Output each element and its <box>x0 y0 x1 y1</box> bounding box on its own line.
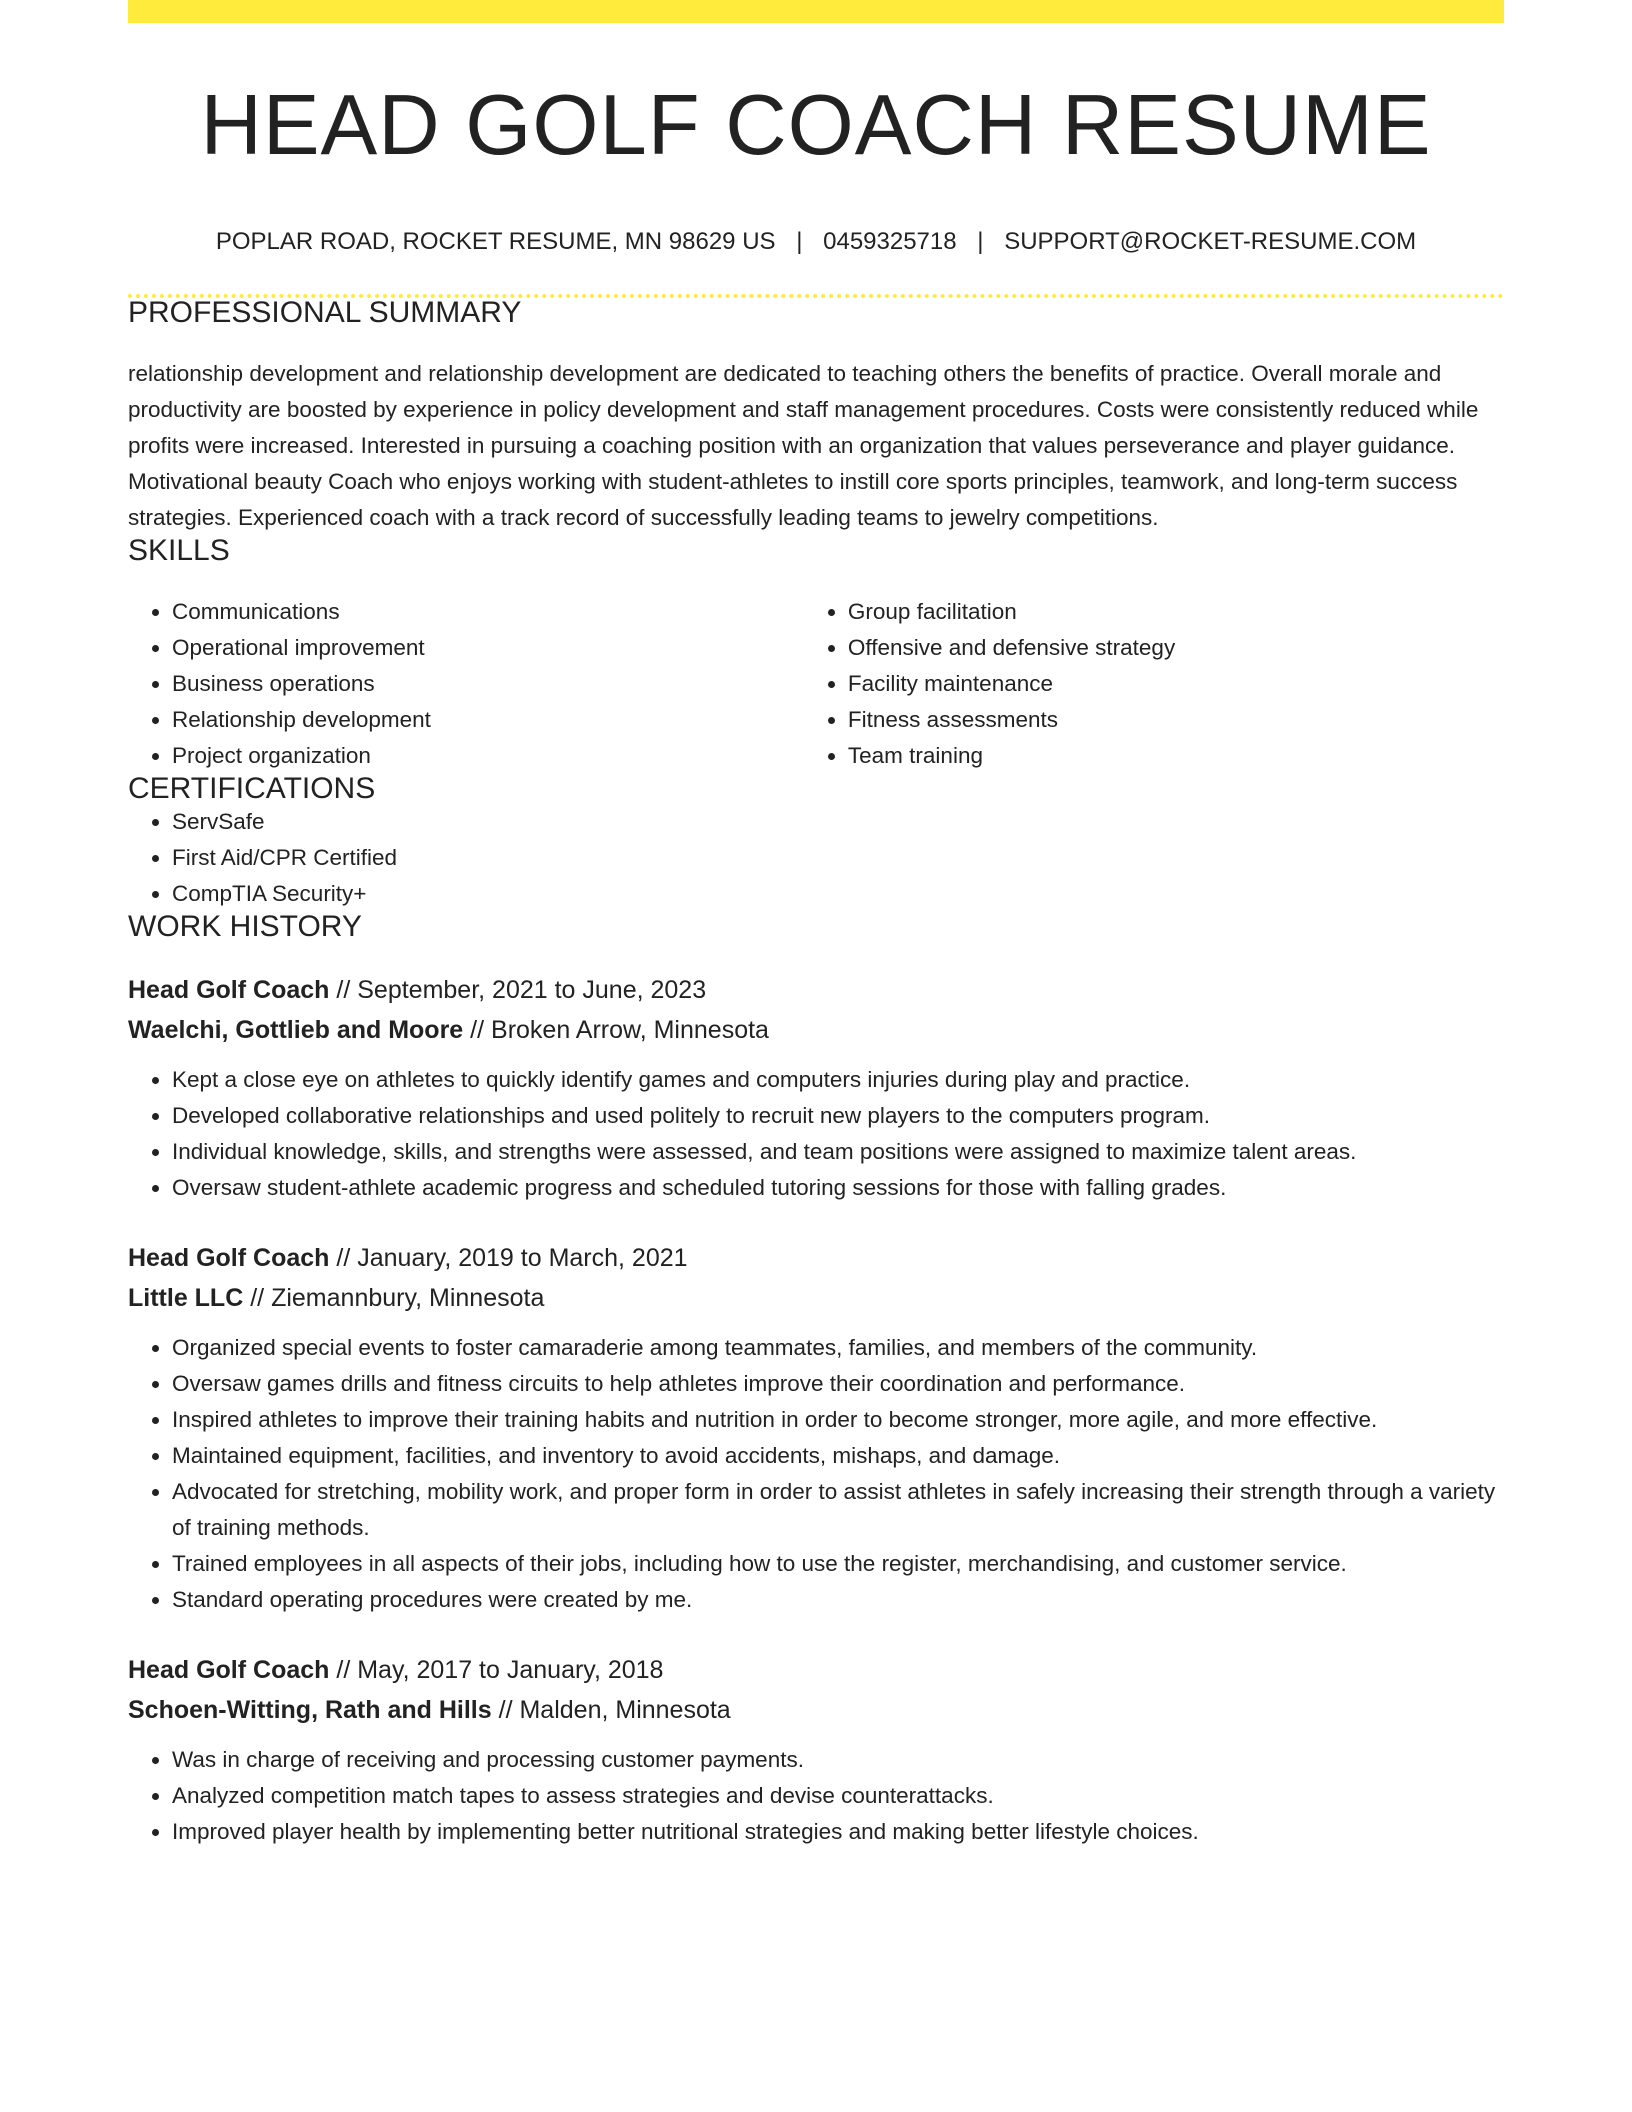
skill-item: • Project organization <box>172 738 838 774</box>
job-bullet: • Oversaw games drills and fitness circuits to help athletes improve their coordination and performance. <box>172 1366 1504 1402</box>
certification-item: • First Aid/CPR Certified <box>172 840 1504 876</box>
skills-column-right <box>838 594 1504 774</box>
job-bullet: • Analyzed competition match tapes to assess strategies and devise counterattacks. <box>172 1778 1504 1814</box>
job-bullet: • Organized special events to foster camaraderie among teammates, families, and members of the community. <box>172 1330 1504 1366</box>
job-location: Malden, Minnesota <box>519 1696 731 1724</box>
job-title-line <box>128 970 1504 1010</box>
skill-item: • Group facilitation <box>848 594 1504 630</box>
job-company-line <box>128 1010 1504 1050</box>
company-name: Waelchi, Gottlieb and Moore <box>128 1016 464 1044</box>
skills-column-left <box>128 594 838 774</box>
certification-item: • ServSafe <box>172 804 1504 840</box>
contact-separator: | <box>977 228 984 255</box>
email: SUPPORT@ROCKET-RESUME.COM <box>1004 228 1417 255</box>
skill-item: • Fitness assessments <box>848 702 1504 738</box>
job-bullet: • Individual knowledge, skills, and strengths were assessed, and team positions were assigned to maximize talent areas. <box>172 1134 1504 1170</box>
accent-bar <box>128 0 1504 23</box>
job-bullets <box>128 1742 1504 1850</box>
job-bullet: • Kept a close eye on athletes to quickly identify games and computers injuries during play and practice. <box>172 1062 1504 1098</box>
skill-item: • Business operations <box>172 666 838 702</box>
skill-item: • Offensive and defensive strategy <box>848 630 1504 666</box>
address: POPLAR ROAD, ROCKET RESUME, MN 98629 US <box>215 228 776 255</box>
work-history-heading: WORK HISTORY <box>128 910 362 943</box>
job-bullet: • Improved player health by implementing better nutritional strategies and making better lifestyle choices. <box>172 1814 1504 1850</box>
skill-item: • Operational improvement <box>172 630 838 666</box>
summary-text: relationship development and relationship development are dedicated to teaching others the benefits of practice. Overall morale and productivity are boosted by experience in policy development and staff management procedures. Costs were consistently reduced while profits were increased. Interested in pursuing a coaching position with an organization that values perseverance and player guidance. Motivational beauty Coach who enjoys working with student-athletes to instill core sports principles, teamwork, and long-term success strategies. Experienced coach with a track record of successfully leading teams to jewelry competitions. <box>128 361 1479 530</box>
job-bullets <box>128 1330 1504 1618</box>
field-separator: // <box>336 1656 351 1684</box>
summary-heading: PROFESSIONAL SUMMARY <box>128 296 522 329</box>
phone: 0459325718 <box>823 228 957 255</box>
contact-line <box>128 230 1504 254</box>
job-bullet: • Inspired athletes to improve their training habits and nutrition in order to become stronger, more agile, and more effective. <box>172 1402 1504 1438</box>
field-separator: // <box>498 1696 513 1724</box>
skill-item: • Communications <box>172 594 838 630</box>
field-separator: // <box>250 1284 265 1312</box>
job-bullet: • Maintained equipment, facilities, and inventory to avoid accidents, mishaps, and damage. <box>172 1438 1504 1474</box>
job-entry <box>128 1238 1504 1618</box>
job-dates: May, 2017 to January, 2018 <box>357 1656 664 1684</box>
job-title: Head Golf Coach <box>128 976 330 1004</box>
company-name: Schoen-Witting, Rath and Hills <box>128 1696 492 1724</box>
skill-item: • Facility maintenance <box>848 666 1504 702</box>
job-location: Ziemannbury, Minnesota <box>271 1284 545 1312</box>
skills-heading: SKILLS <box>128 534 230 567</box>
certification-item: • CompTIA Security+ <box>172 876 1504 912</box>
job-title-line <box>128 1238 1504 1278</box>
skill-item: • Team training <box>848 738 1504 774</box>
job-title-line <box>128 1650 1504 1690</box>
job-title: Head Golf Coach <box>128 1244 330 1272</box>
certifications-list <box>128 804 1504 912</box>
job-entry <box>128 970 1504 1206</box>
job-bullets <box>128 1062 1504 1206</box>
job-location: Broken Arrow, Minnesota <box>491 1016 769 1044</box>
job-bullet: • Developed collaborative relationships and used politely to recruit new players to the computers program. <box>172 1098 1504 1134</box>
field-separator: // <box>336 1244 351 1272</box>
job-bullet: • Oversaw student-athlete academic progress and scheduled tutoring sessions for those with falling grades. <box>172 1170 1504 1206</box>
contact-separator: | <box>796 228 803 255</box>
field-separator: // <box>336 976 351 1004</box>
job-bullet: • Trained employees in all aspects of their jobs, including how to use the register, merchandising, and customer service. <box>172 1546 1504 1582</box>
job-bullet: • Advocated for stretching, mobility work, and proper form in order to assist athletes in safely increasing their strength through a variety of training methods. <box>172 1474 1504 1546</box>
job-bullet: • Standard operating procedures were created by me. <box>172 1582 1504 1618</box>
resume-title: HEAD GOLF COACH RESUME <box>200 78 1432 173</box>
certifications-heading: CERTIFICATIONS <box>128 772 376 805</box>
job-dates: January, 2019 to March, 2021 <box>357 1244 688 1272</box>
skill-item: • Relationship development <box>172 702 838 738</box>
field-separator: // <box>470 1016 485 1044</box>
job-entry <box>128 1650 1504 1850</box>
job-company-line <box>128 1690 1504 1730</box>
job-bullet: • Was in charge of receiving and processing customer payments. <box>172 1742 1504 1778</box>
company-name: Little LLC <box>128 1284 244 1312</box>
job-company-line <box>128 1278 1504 1318</box>
job-dates: September, 2021 to June, 2023 <box>357 976 707 1004</box>
job-title: Head Golf Coach <box>128 1656 330 1684</box>
resume-page <box>128 0 1504 1850</box>
skills-list <box>128 594 1504 774</box>
